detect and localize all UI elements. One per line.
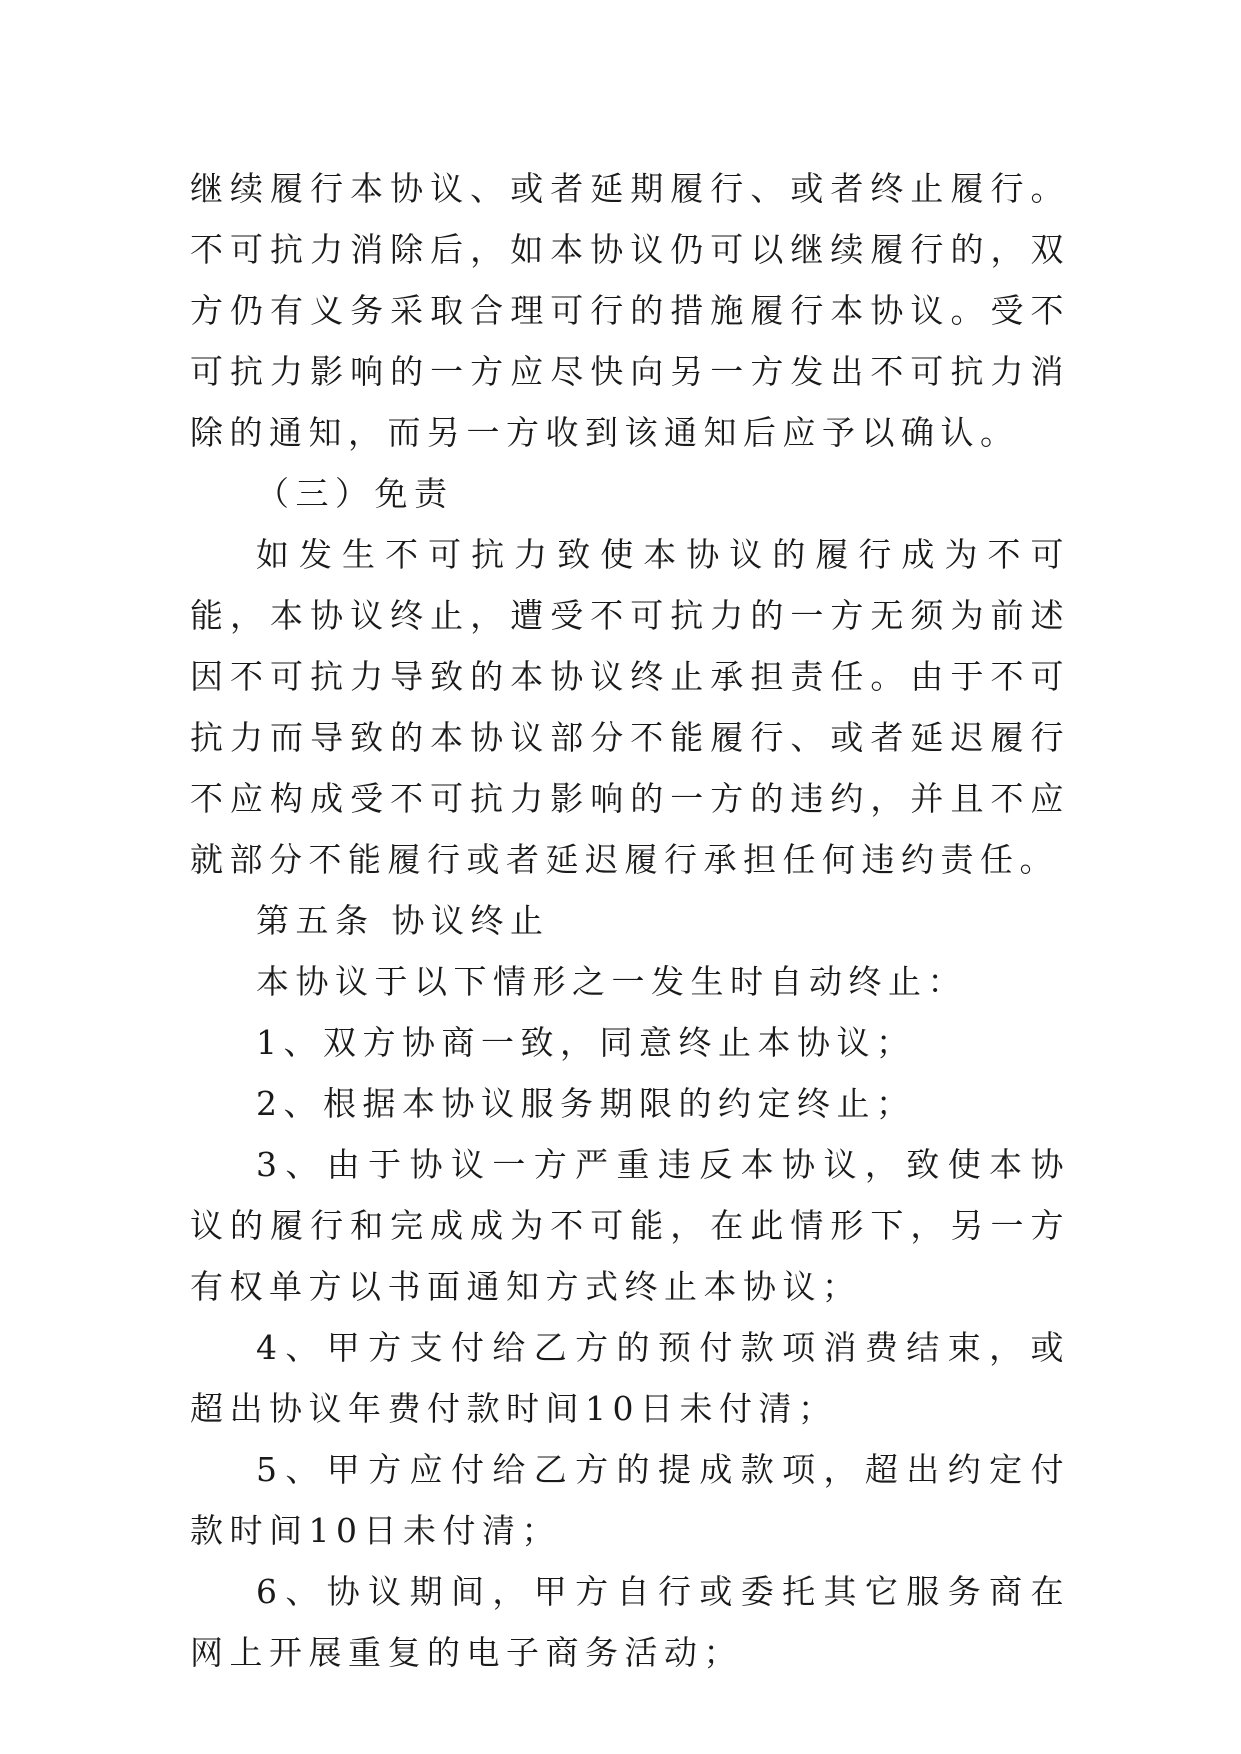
- list-item-6: 6、协议期间，甲方自行或委托其它服务商在网上开展重复的电子商务活动；: [190, 1572, 1070, 1672]
- document-body: [190, 158, 1070, 1683]
- list-item-3: 3、由于协议一方严重违反本协议，致使本协议的履行和完成成为不可能，在此情形下，另一方有权单方以书面通知方式终止本协议；: [190, 1145, 1070, 1306]
- paragraph-force-majeure-continuation: 继续履行本协议、或者延期履行、或者终止履行。不可抗力消除后，如本协议仍可以继续履行的，双方仍有义务采取合理可行的措施履行本协议。受不可抗力影响的一方应尽快向另一方发出不可抗力消除的通知，而另一方收到该通知后应予以确认。: [190, 169, 1070, 452]
- paragraph-exemption: 如发生不可抗力致使本协议的履行成为不可能，本协议终止，遭受不可抗力的一方无须为前述因不可抗力导致的本协议终止承担责任。由于不可抗力而导致的本协议部分不能履行、或者延迟履行不应构成受不可抗力影响的一方的违约，并且不应就部分不能履行或者延迟履行承担任何违约责任。: [190, 535, 1070, 879]
- list-item-4: 4、甲方支付给乙方的预付款项消费结束，或超出协议年费付款时间10日未付清；: [190, 1328, 1070, 1428]
- heading-exemption: （三）免责: [256, 474, 454, 513]
- list-item-1: 1、双方协商一致，同意终止本协议；: [256, 1023, 916, 1062]
- list-item-5: 5、甲方应付给乙方的提成款项，超出约定付款时间10日未付清；: [190, 1450, 1070, 1550]
- paragraph-termination-intro: 本协议于以下情形之一发生时自动终止：: [256, 962, 967, 1001]
- list-item-2: 2、根据本协议服务期限的约定终止；: [256, 1084, 916, 1123]
- heading-article-5: 第五条 协议终止: [256, 901, 550, 940]
